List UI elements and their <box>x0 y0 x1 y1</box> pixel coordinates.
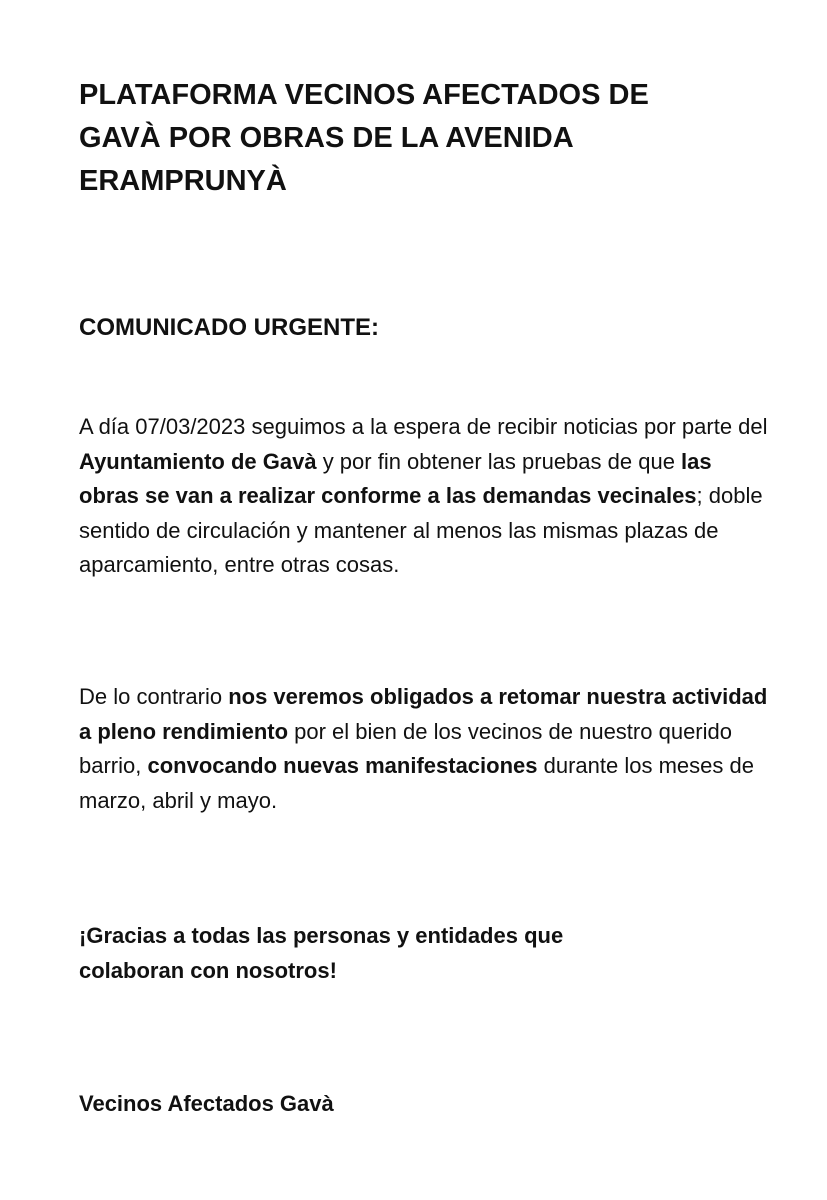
paragraph-bold-text: nos veremos obligados a retomar nuestra actividad a pleno rendimiento <box>79 684 768 744</box>
paragraph-bold-text: las obras se van a realizar conforme a las demandas vecinales <box>79 448 712 508</box>
paragraph-text: y por fin obtener las pruebas de que <box>316 448 682 474</box>
paragraph-text: durante los meses de marzo, abril y mayo. <box>79 753 754 813</box>
paragraph-text: De lo contrario <box>79 684 229 709</box>
title-line: ERAMPRUNYÀ <box>79 165 287 197</box>
paragraph-status <box>79 410 769 583</box>
paragraph-text: A día 07/03/2023 seguimos a la espera de recibir noticias por parte del <box>79 414 768 439</box>
thanks-line: ¡Gracias a todas las personas y entidades que <box>79 923 564 948</box>
signature: Vecinos Afectados Gavà <box>79 1091 334 1116</box>
thanks-message <box>79 919 769 988</box>
paragraph-bold-text: Ayuntamiento de Gavà <box>79 448 317 474</box>
paragraph-bold-text: convocando nuevas manifestaciones <box>147 753 538 778</box>
thanks-line: colaboran con nosotros! <box>79 957 337 983</box>
document-title <box>79 74 759 203</box>
paragraph-text: ; doble sentido de circulación y mantener al menos las mismas plazas de aparcamiento, entre otras cosas. <box>79 483 763 577</box>
paragraph-warning <box>79 680 769 818</box>
paragraph-text: por el bien de los vecinos de nuestro querido barrio, <box>79 718 732 778</box>
title-line: PLATAFORMA VECINOS AFECTADOS DE <box>79 79 649 111</box>
title-line: GAVÀ POR OBRAS DE LA AVENIDA <box>79 122 574 154</box>
urgent-heading: COMUNICADO URGENTE: <box>79 314 379 341</box>
